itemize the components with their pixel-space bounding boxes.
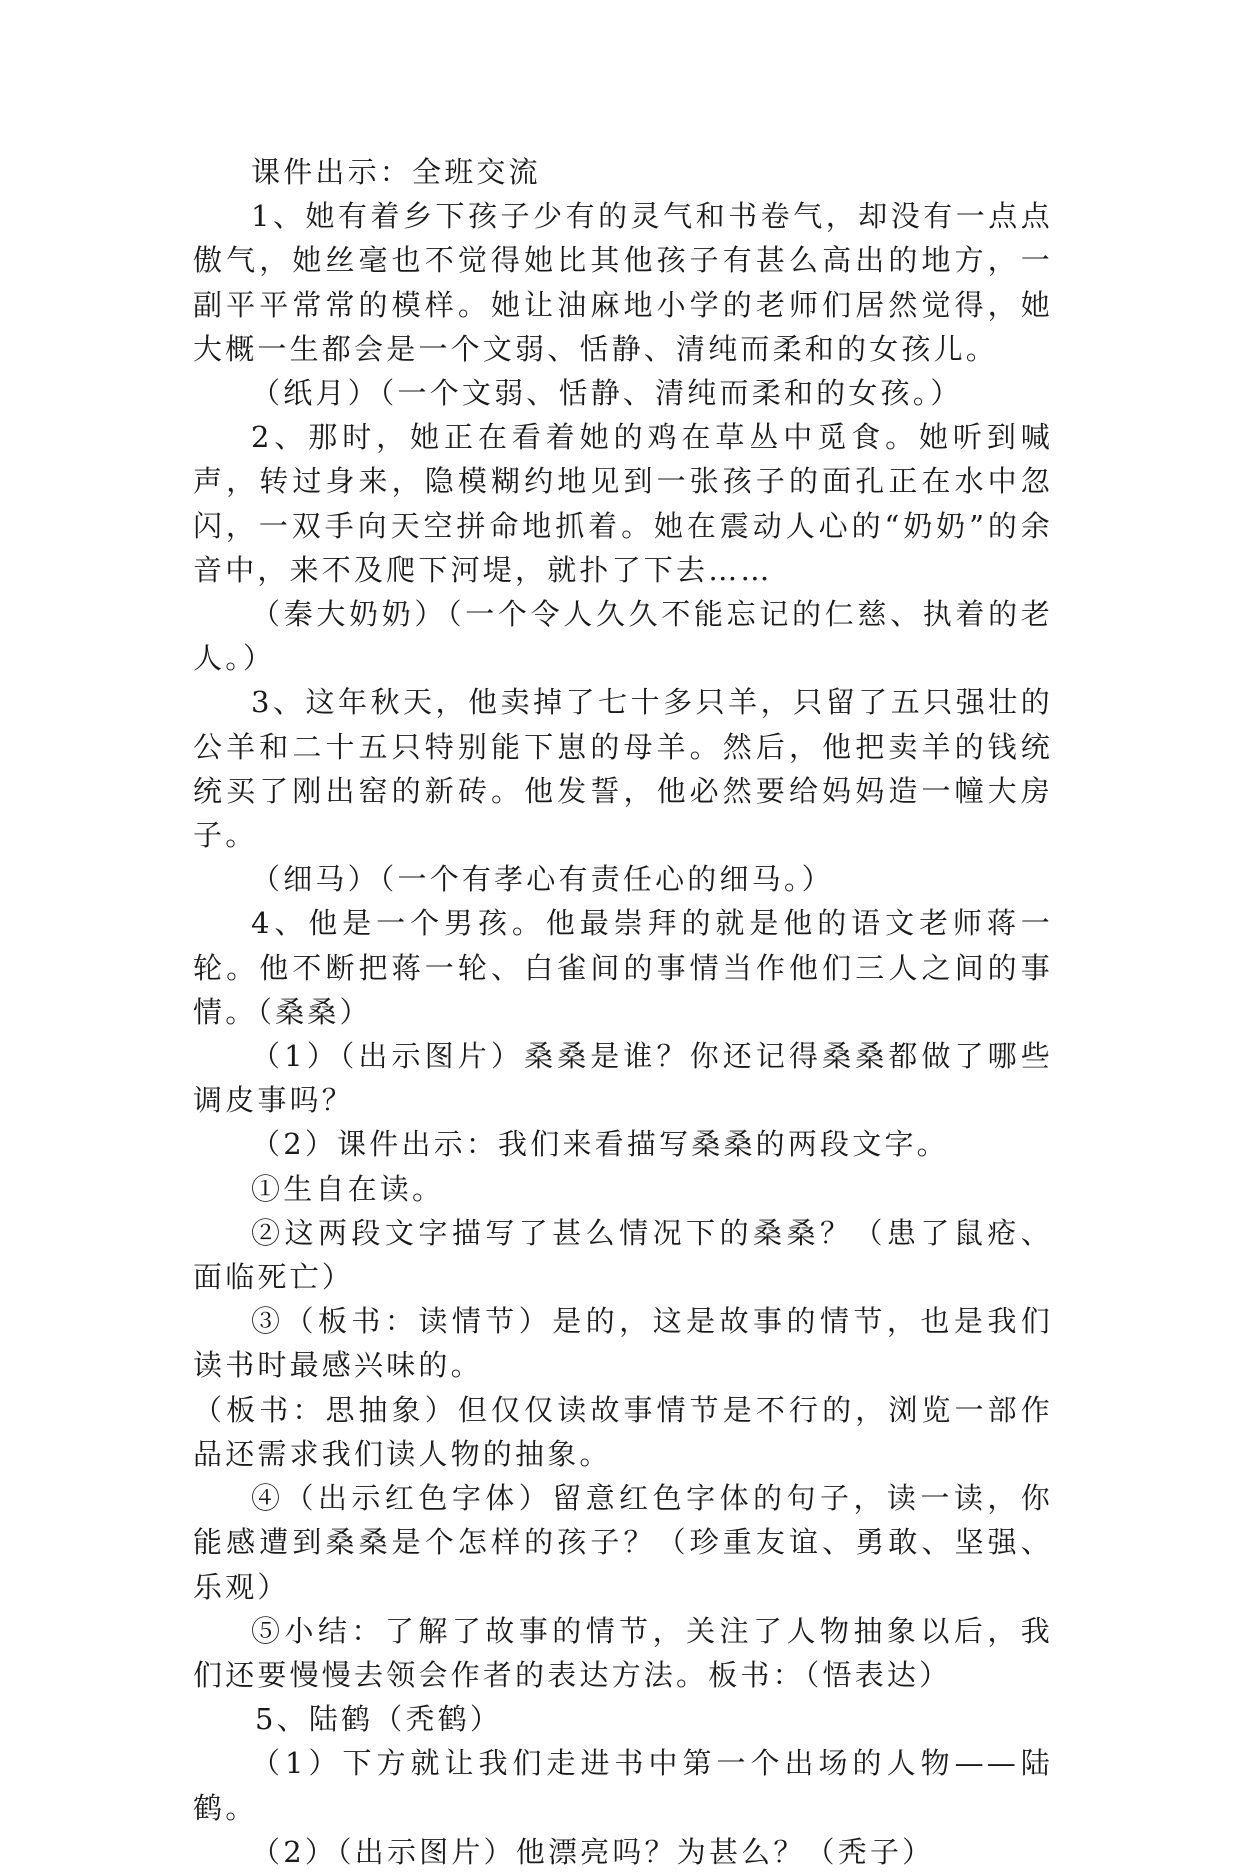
paragraph-2: 1、她有着乡下孩子少有的灵气和书卷气，却没有一点点傲气，她丝毫也不觉得她比其他孩子有甚么高出的地方，一副平平常常的模样。她让油麻地小学的老师们居然觉得，她大概一生都会是一个文弱、恬静、清纯而柔和的女孩儿。 [193, 199, 1053, 366]
paragraph-15: ④（出示红色字体）留意红色字体的句子，读一读，你能感遭到桑桑是个怎样的孩子？（珍重友谊、勇敢、坚强、乐观） [193, 1481, 1053, 1604]
paragraph-11: ①生自在读。 [251, 1171, 445, 1206]
paragraph-12: ②这两段文字描写了甚么情况下的桑桑？（患了鼠疮、面临死亡） [193, 1215, 1053, 1295]
paragraph-13: ③（板书：读情节）是的，这是故事的情节，也是我们读书时最感兴味的。 [193, 1304, 1053, 1383]
paragraph-3: （纸月）（一个文弱、恬静、清纯而柔和的女孩。） [251, 376, 963, 411]
paragraph-19: （2）（出示图片）他漂亮吗？为甚么？（秃子） [251, 1834, 935, 1869]
paragraph-9: （1）（出示图片）桑桑是谁？你还记得桑桑都做了哪些调皮事吗？ [193, 1039, 1053, 1118]
paragraph-6: 3、这年秋天，他卖掉了七十多只羊，只留了五只强壮的公羊和二十五只特别能下崽的母羊。然后，他把卖羊的钱统统买了刚出窑的新砖。他发誓，他必然要给妈妈造一幢大房子。 [193, 685, 1053, 853]
paragraph-17: 5、陆鹤（秃鹤） [255, 1702, 503, 1737]
paragraph-14: （板书：思抽象）但仅仅读故事情节是不行的，浏览一部作品还需求我们读人物的抽象。 [193, 1392, 1053, 1471]
paragraph-16: ⑤小结：了解了故事的情节，关注了人物抽象以后，我们还要慢慢去领会作者的表达方法。板书：（悟表达） [193, 1613, 1053, 1692]
paragraph-4: 2、那时，她正在看着她的鸡在草丛中觅食。她听到喊声，转过身来，隐模糊约地见到一张孩子的面孔正在水中忽闪，一双手向天空拼命地抓着。她在震动人心的“奶奶”的余音中，来不及爬下河堤，就扑了下去…… [193, 420, 1053, 587]
paragraph-1: 课件出示：全班交流 [251, 155, 541, 189]
paragraph-10: （2）课件出示：我们来看描写桑桑的两段文字。 [251, 1127, 949, 1162]
paragraph-7: （细马）（一个有孝心有责任心的细马。） [251, 862, 834, 897]
paragraph-18: （1）下方就让我们走进书中第一个出场的人物——陆鹤。 [193, 1746, 1053, 1825]
paragraph-5: （秦大奶奶）（一个令人久久不能忘记的仁慈、执着的老人。） [193, 597, 1053, 676]
paragraph-8: 4、他是一个男孩。他最崇拜的就是他的语文老师蒋一轮。他不断把蒋一轮、白雀间的事情当作他们三人之间的事情。（桑桑） [193, 906, 1053, 1029]
document-body [193, 150, 1053, 1874]
